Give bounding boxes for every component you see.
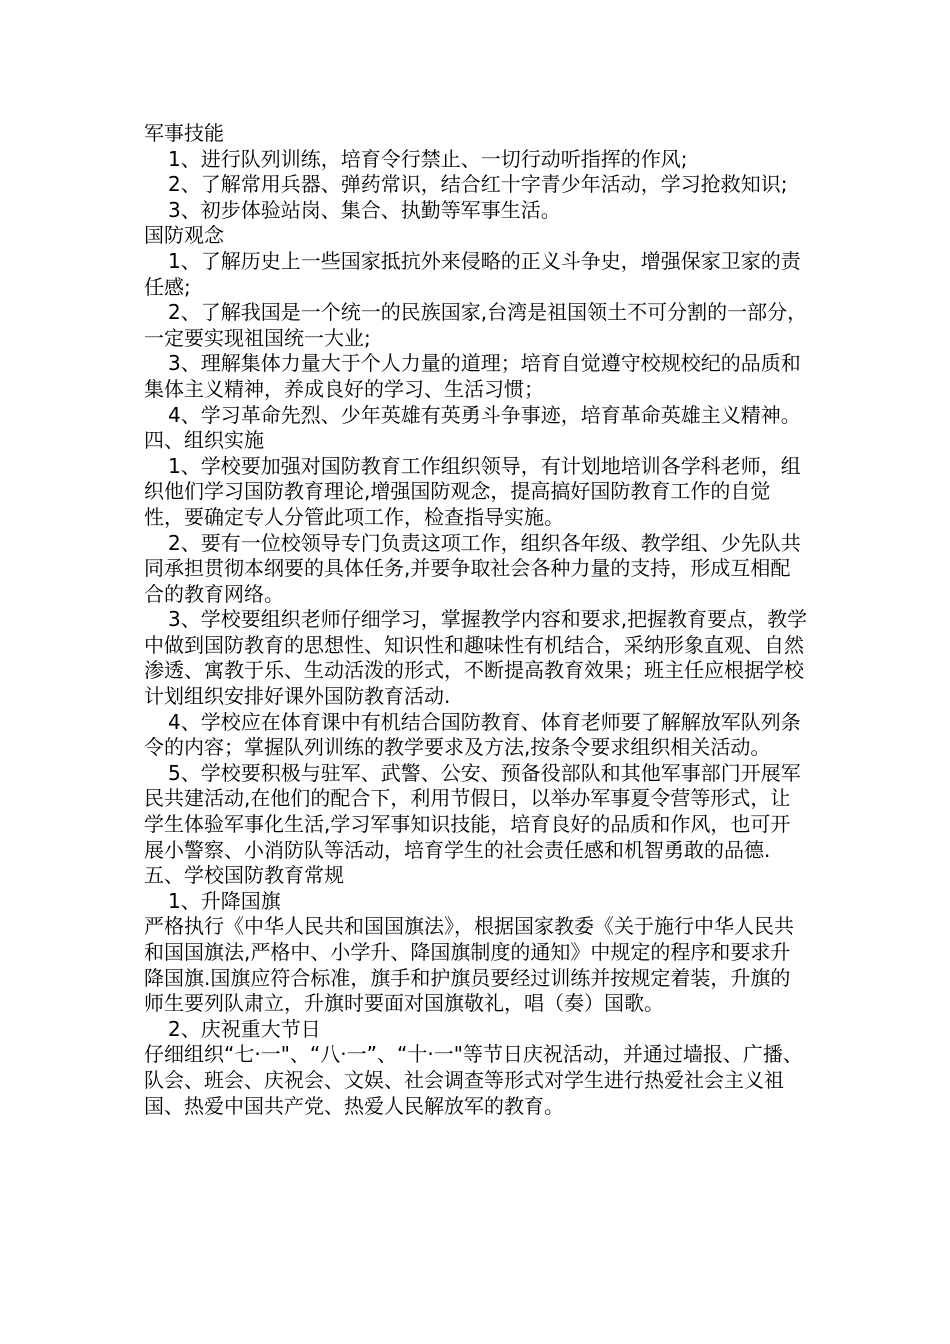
heading-military-skills: 军事技能 bbox=[144, 121, 224, 145]
organization-item-4: 4、学校应在体育课中有机结合国防教育、体育老师要了解解放军队列条令的内容；掌握队列训练的教学要求及方法,按条令要求组织相关活动。 bbox=[144, 709, 801, 760]
document-page bbox=[144, 121, 808, 1119]
defense-concept-item-3: 3、理解集体力量大于个人力量的道理；培育自觉遵守校规校纪的品质和集体主义精神，养成良好的学习、生活习惯； bbox=[144, 351, 801, 401]
heading-organization: 四、组织实施 bbox=[144, 428, 264, 453]
military-skills-item-1: 1、进行队列训练，培育令行禁止、一切行动听指挥的作风; bbox=[168, 146, 688, 171]
routine-festival-text: 仔细组织“七·一"、“八·一”、“十·一"等节日庆祝活动，并通过墙报、广播、队会、班会、庆祝会、文娱、社会调查等形式对学生进行热爱社会主义祖国、热爱中国共产党、热爱人民解放军的教育。 bbox=[144, 1042, 803, 1118]
heading-defense-concept: 国防观念 bbox=[144, 223, 224, 248]
defense-concept-item-2: 2、了解我国是一个统一的民族国家,台湾是祖国领土不可分割的一部分，一定要实现祖国统一大业; bbox=[144, 300, 808, 350]
routine-flag-text: 严格执行《中华人民共和国国旗法》，根据国家教委《关于施行中华人民共和国国旗法,严格中、小学升、降国旗制度的通知》中规定的程序和要求升降国旗.国旗应符合标准，旗手和护旗员要经过训练并按规定着装，升旗的师生要列队肃立，升旗时要面对国旗敬礼，唱（奏）国歌。 bbox=[144, 914, 794, 1016]
routine-festival-heading: 2、庆祝重大节日 bbox=[168, 1016, 321, 1041]
organization-item-2: 2、要有一位校领导专门负责这项工作，组织各年级、教学组、少先队共同承担贯彻本纲要的具体任务,并要争取社会各种力量的支持，形成互相配合的教育网络。 bbox=[144, 530, 801, 606]
organization-item-1: 1、学校要加强对国防教育工作组织领导，有计划地培训各学科老师，组织他们学习国防教育理论,增强国防观念，提高搞好国防教育工作的自觉性，要确定专人分管此项工作，检查指导实施。 bbox=[144, 453, 801, 529]
organization-item-3: 3、学校要组织老师仔细学习，掌握教学内容和要求,把握教育要点，教学中做到国防教育的思想性、知识性和趣味性有机结合，采纳形象直观、自然渗透、寓教于乐、生动活泼的形式，不断提高教育效果；班主任应根据学校计划组织安排好课外国防教育活动. bbox=[144, 607, 808, 709]
heading-routine: 五、学校国防教育常规 bbox=[144, 863, 344, 888]
organization-item-5: 5、学校要积极与驻军、武警、公安、预备役部队和其他军事部门开展军民共建活动,在他们的配合下，利用节假日，以举办军事夏令营等形式，让学生体验军事化生活,学习军事知识技能，培育良好的品质和作风，也可开展小警察、小消防队等活动，培育学生的社会责任感和机智勇敢的品德. bbox=[144, 760, 801, 862]
military-skills-item-3: 3、初步体验站岗、集合、执勤等军事生活。 bbox=[168, 197, 561, 222]
military-skills-item-2: 2、了解常用兵器、弹药常识，结合红十字青少年活动，学习抢救知识; bbox=[168, 172, 788, 197]
defense-concept-item-4: 4、学习革命先烈、少年英雄有英勇斗争事迹，培育革命英雄主义精神。 bbox=[168, 402, 801, 427]
defense-concept-item-1: 1、了解历史上一些国家抵抗外来侵略的正义斗争史，增强保家卫家的责任感; bbox=[144, 248, 801, 299]
routine-flag-heading: 1、升降国旗 bbox=[168, 888, 281, 913]
